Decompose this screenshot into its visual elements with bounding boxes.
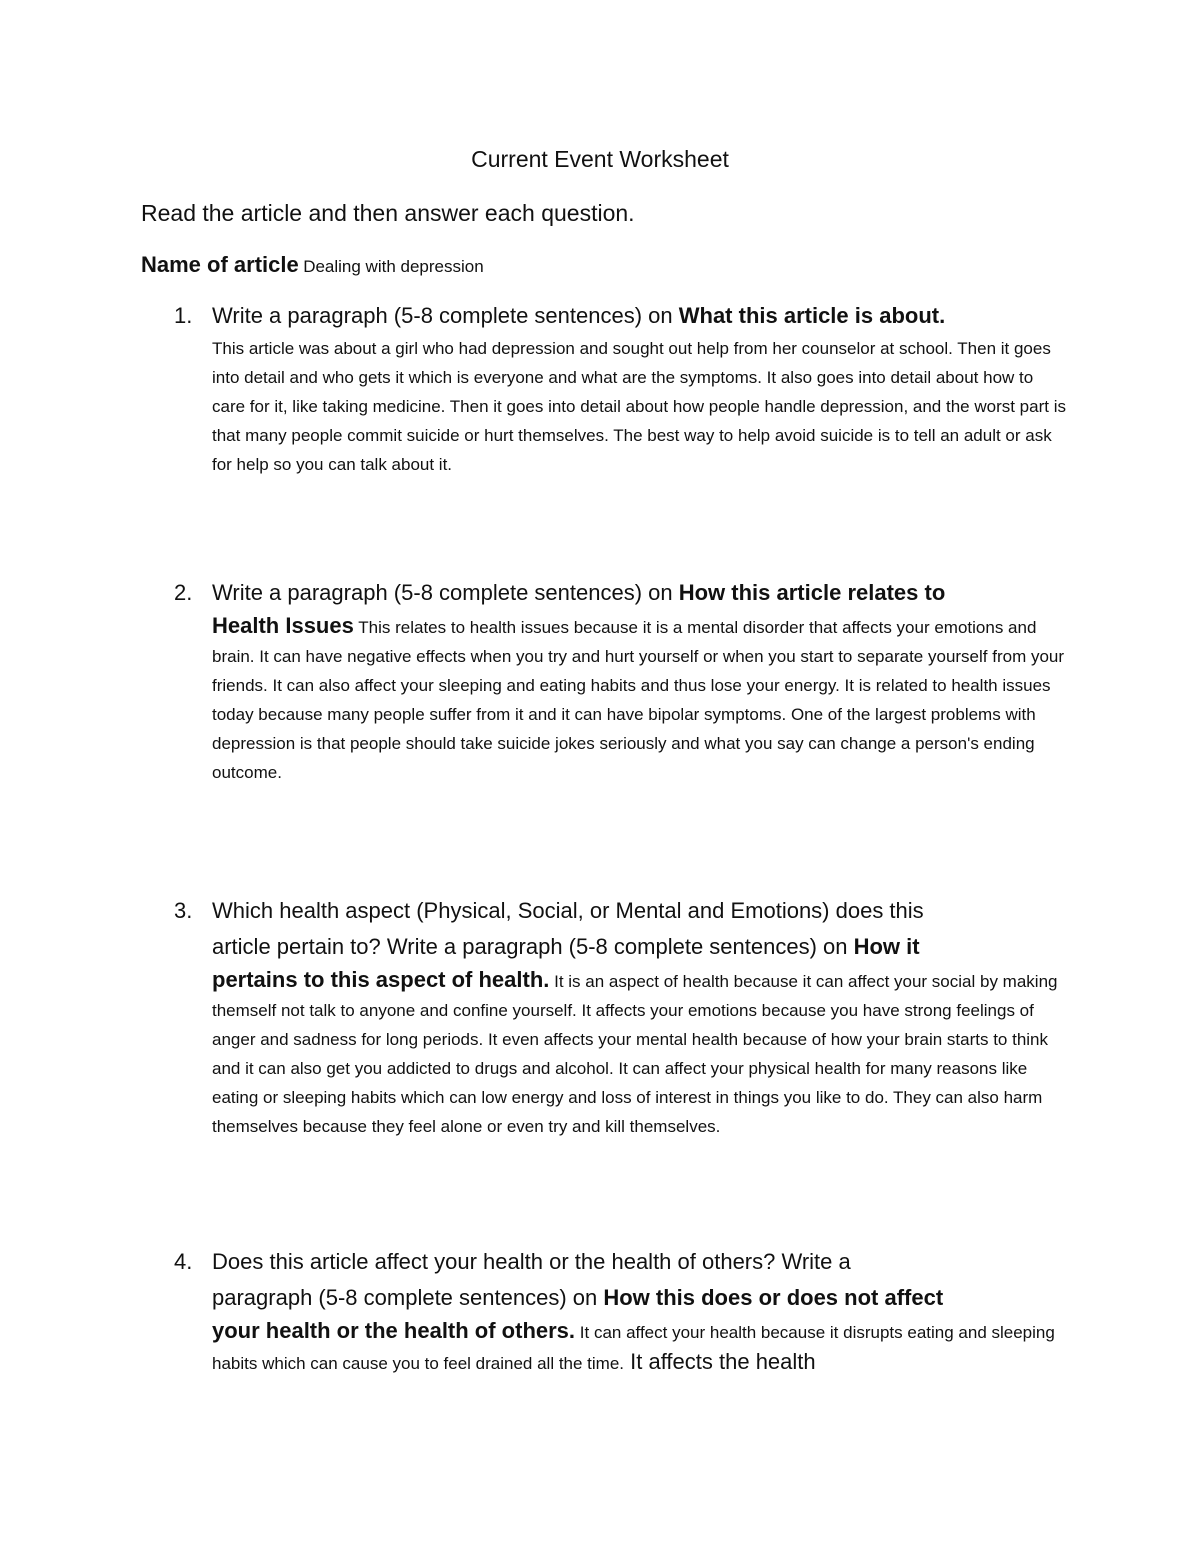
question-1 [141, 298, 1066, 479]
question-2 [141, 575, 1066, 787]
question-3 [141, 893, 1066, 1141]
prompt-plain: Write a paragraph (5-8 complete sentences) on [212, 303, 679, 328]
answer-paragraph [212, 965, 1066, 1141]
prompt-plain: paragraph (5-8 complete sentences) on [212, 1285, 604, 1310]
article-name-label: Name of article [141, 252, 299, 277]
question-number: 3. [174, 898, 193, 923]
question-4 [141, 1244, 1066, 1378]
prompt-plain: Write a paragraph (5-8 complete sentences) on [212, 580, 679, 605]
prompt-bold-continued: pertains to this aspect of health. [212, 967, 550, 992]
prompt-bold: What this article is about. [678, 303, 946, 328]
prompt-bold: How it [853, 934, 920, 959]
prompt-bold: How this does or does not affect [603, 1285, 944, 1310]
question-body [212, 298, 1066, 479]
answer-trailing-text: It affects the health [624, 1349, 816, 1374]
question-number: 4. [174, 1249, 193, 1274]
question-prompt-line-2 [212, 929, 1066, 965]
question-prompt-line-2 [212, 1280, 1066, 1316]
worksheet-title: Current Event Worksheet [471, 146, 729, 172]
answer-paragraph [212, 1316, 1066, 1378]
question-body [212, 893, 1066, 1141]
question-body [212, 575, 1066, 787]
answer-paragraph [212, 611, 1066, 787]
answer-text: It is an aspect of health because it can affect your social by making themself not talk to anyone and confine yourself. It affects your emotions because you have strong feelings of anger and sadness for long periods. It even affects your mental health because of how your brain starts to think and it can also get you addicted to drugs and alcohol. It can affect your physical health for many reasons like eating or sleeping habits which can low energy and loss of interest in things you like to do. They can also harm themselves because they feel alone or even try and kill themselves. [212, 972, 1058, 1136]
instruction-text: Read the article and then answer each question. [141, 200, 635, 226]
answer-text: It can affect your health because it disrupts eating and sleeping habits which can cause you to feel drained all the time. [212, 1323, 1055, 1373]
question-prompt-line-1: Does this article affect your health or the health of others? Write a [212, 1249, 851, 1274]
prompt-bold-continued: your health or the health of others. [212, 1318, 576, 1343]
question-prompt [212, 298, 1066, 334]
prompt-bold-continued: Health Issues [212, 613, 354, 638]
question-number: 2. [174, 580, 193, 605]
question-body [212, 1244, 1066, 1378]
article-name-value: Dealing with depression [303, 257, 484, 276]
prompt-bold: How this article relates to [678, 580, 946, 605]
question-prompt-line-1: Which health aspect (Physical, Social, or Mental and Emotions) does this [212, 898, 924, 923]
prompt-plain: article pertain to? Write a paragraph (5-8 complete sentences) on [212, 934, 854, 959]
question-prompt [212, 575, 1066, 611]
article-name-line [141, 250, 484, 283]
answer-text: This relates to health issues because it is a mental disorder that affects your emotions and brain. It can have negative effects when you try and hurt yourself or when you start to separate yourself from your friends. It can also affect your sleeping and eating habits and thus lose your energy. It is related to health issues today because many people suffer from it and it can have bipolar symptoms. One of the largest problems with depression is that people should take suicide jokes seriously and what you say can change a person's ending outcome. [212, 618, 1065, 782]
question-number: 1. [174, 303, 193, 328]
answer-text: This article was about a girl who had depression and sought out help from her counselor at school. Then it goes into detail and who gets it which is everyone and what are the symptoms. It also goes into detail about how to care for it, like taking medicine. Then it goes into detail about how people handle depression, and the worst part is that many people commit suicide or hurt themselves. The best way to help avoid suicide is to tell an adult or ask for help so you can talk about it. [212, 339, 1066, 474]
